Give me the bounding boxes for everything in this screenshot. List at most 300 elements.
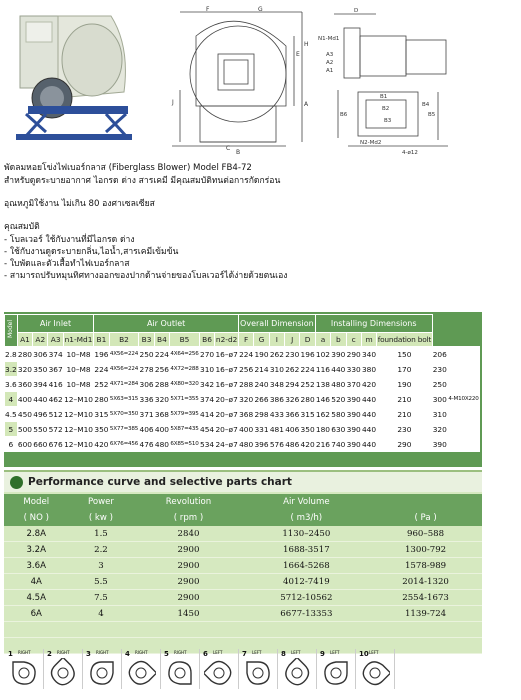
perf-unit-pressure: ( Pa ) (369, 510, 482, 526)
dim-cell: 374 (48, 347, 63, 362)
perf-cell: 1130–2450 (244, 526, 370, 542)
label-B1: B1 (380, 94, 388, 100)
dim-cell: 230 (432, 362, 447, 377)
perf-cell: 4012-7419 (244, 574, 370, 590)
label-J: J (172, 99, 174, 106)
rotation-number: 3 (86, 650, 91, 658)
dim-cell: 138 (315, 377, 330, 392)
dim-cell: 306 (139, 377, 154, 392)
perf-cell: 3 (69, 558, 134, 574)
perf-cell (369, 622, 482, 638)
dim-cell: 374 (199, 392, 214, 407)
table-row (5, 422, 480, 437)
dim-cell: 310 (269, 362, 284, 377)
group-air-outlet: Air Outlet (94, 315, 239, 333)
dim-cell: 306 (33, 347, 48, 362)
table-row (5, 437, 480, 452)
dim-cell: 270 (199, 347, 214, 362)
label-B6: B6 (340, 112, 348, 118)
perf-unit-power: ( kw ) (69, 510, 134, 526)
dim-col-header: B2 (109, 333, 139, 347)
properties-title: คุณสมบัติ (4, 222, 40, 232)
group-installing-dimensions: Installing Dimensions (315, 315, 432, 333)
dim-cell: 390 (331, 347, 346, 362)
dim-cell: 534 (199, 437, 214, 452)
rotation-number: 7 (242, 650, 247, 658)
dim-cell: 10–M8 (63, 377, 93, 392)
rotation-number: 8 (281, 650, 286, 658)
rotation-position (357, 649, 395, 689)
bullet-icon (10, 476, 23, 489)
perf-cell: 7.5 (69, 590, 134, 606)
dim-cell: 294 (285, 377, 300, 392)
dim-cell: 6X85=510 (170, 437, 200, 452)
dim-col-header: c (346, 333, 361, 347)
perf-cell: 2900 (133, 590, 243, 606)
dim-cell: 10–M8 (63, 347, 93, 362)
perf-cell: 6677-13353 (244, 606, 370, 622)
dim-col-header-foundation-bolt: foundation bolt (377, 333, 432, 347)
rotation-number: 10 (359, 650, 369, 658)
dim-cell: 20–ø7 (215, 422, 239, 437)
dim-cell: 390 (346, 392, 361, 407)
dim-cell: 576 (269, 437, 284, 452)
dim-cell: 440 (361, 422, 376, 437)
dim-cell: 350 (33, 362, 48, 377)
front-view-drawing (166, 6, 316, 156)
label-bolt-holes: 4-ø12 (402, 150, 418, 156)
label-A: A (304, 101, 309, 108)
dim-cell: 180 (315, 422, 330, 437)
label-D: D (354, 8, 359, 14)
dim-cell: 454 (199, 422, 214, 437)
dim-col-header: B5 (170, 333, 200, 347)
rotation-direction: RIGHT (57, 650, 70, 655)
dim-cell: 572 (48, 422, 63, 437)
dim-cell: 20–ø7 (215, 392, 239, 407)
rotation-position (84, 649, 122, 689)
perf-unit-model: ( NO ) (4, 510, 69, 526)
dim-cell: 290 (346, 347, 361, 362)
rotation-position (279, 649, 317, 689)
rotation-direction: RIGHT (18, 650, 31, 655)
dim-cell: 10–M8 (63, 362, 93, 377)
dim-cell: 252 (300, 377, 315, 392)
dim-col-header: A3 (48, 333, 63, 347)
dim-cell: 740 (331, 437, 346, 452)
perf-cell (4, 622, 69, 638)
dim-cell: 206 (432, 347, 447, 362)
label-A3: A3 (326, 52, 334, 58)
dim-cell: 224 (94, 362, 109, 377)
dim-cell: 433 (269, 407, 284, 422)
table-row (4, 606, 482, 622)
rotation-position (201, 649, 239, 689)
dim-cell: 278 (139, 362, 154, 377)
dim-cell: 368 (154, 407, 169, 422)
rotation-number: 4 (125, 650, 130, 658)
dim-cell: 250 (139, 347, 154, 362)
dim-cell: 630 (331, 422, 346, 437)
dim-cell: 462 (48, 392, 63, 407)
perf-cell (244, 622, 370, 638)
dim-cell: 5X87=435 (170, 422, 200, 437)
dim-cell: 342 (199, 377, 214, 392)
dim-cell: 4X71=284 (109, 377, 139, 392)
perf-cell: 2900 (133, 574, 243, 590)
dim-col-header: B1 (94, 333, 109, 347)
property-item: - โบลเวอร์ ใช้กับงานที่มีไอกรด ด่าง (4, 235, 135, 245)
blower-orientation-icon (48, 658, 78, 688)
dim-cell: 4X64=256 (170, 347, 200, 362)
perf-cell: 2.8A (4, 526, 69, 542)
dim-cell: 336 (139, 392, 154, 407)
label-B2: B2 (382, 106, 390, 112)
label-C: C (226, 145, 231, 152)
rotation-number: 6 (203, 650, 208, 658)
perf-cell: 4.5A (4, 590, 69, 606)
rotation-position (162, 649, 200, 689)
dim-cell: 162 (315, 407, 330, 422)
blower-orientation-icon (360, 658, 390, 688)
rotation-number: 1 (8, 650, 13, 658)
dim-cell: 394 (33, 377, 48, 392)
dim-cell: 440 (33, 392, 48, 407)
dim-cell: 414 (199, 407, 214, 422)
blower-orientation-icon (282, 658, 312, 688)
dim-cell: 4X56=224 (109, 347, 139, 362)
dim-cell: 20–ø7 (215, 407, 239, 422)
table-row (4, 526, 482, 542)
dim-col-header: B4 (154, 333, 169, 347)
dim-cell: 367 (48, 362, 63, 377)
dim-col-header: n2-d2 (215, 333, 239, 347)
perf-unit-revolution: ( rpm ) (133, 510, 243, 526)
dim-cell: 390 (432, 437, 447, 452)
perf-unit-air-volume: ( m3/h) (244, 510, 370, 526)
blower-orientation-icon (243, 658, 273, 688)
dim-cell: 298 (254, 407, 269, 422)
dim-cell: 224 (238, 347, 253, 362)
blower-photo (6, 6, 134, 146)
rotation-position (123, 649, 161, 689)
intro-line-2: สำหรับดูดระบายอากาศ ไอกรด ด่าง สารเคมี มีคุณสมบัติทนต่อการกัดกร่อน (4, 176, 281, 186)
blower-orientation-icon (204, 658, 234, 688)
dim-cell: 360 (17, 377, 32, 392)
dim-cell: 500 (17, 422, 32, 437)
perf-cell: 6A (4, 606, 69, 622)
perf-cell: 5.5 (69, 574, 134, 590)
dim-cell: 214 (254, 362, 269, 377)
dim-cell: 300 (432, 392, 447, 407)
dim-cell: 256 (154, 362, 169, 377)
dim-cell: 320 (238, 392, 253, 407)
dim-col-header: B6 (199, 333, 214, 347)
label-B: B (236, 149, 241, 156)
dim-cell: 196 (94, 347, 109, 362)
dim-cell: 288 (238, 377, 253, 392)
blower-orientation-icon (9, 658, 39, 688)
dim-cell: 5X71=355 (170, 392, 200, 407)
rotation-number: 2 (47, 650, 52, 658)
dim-model-cell: 4 (5, 392, 18, 407)
dim-cell: 350 (94, 422, 109, 437)
dim-cell: 262 (269, 347, 284, 362)
dim-col-header: D (300, 333, 315, 347)
rotation-position (6, 649, 44, 689)
dim-cell: 310 (432, 407, 447, 422)
dim-cell: 440 (361, 407, 376, 422)
dim-cell: 102 (315, 347, 330, 362)
rotation-number: 9 (320, 650, 325, 658)
dim-cell: 16–ø7 (215, 377, 239, 392)
rotation-position (240, 649, 278, 689)
dim-cell: 224 (300, 362, 315, 377)
dim-cell: 280 (17, 347, 32, 362)
dim-cell: 512 (48, 407, 63, 422)
dim-cell: 440 (331, 362, 346, 377)
dim-cell: 480 (154, 437, 169, 452)
dim-cell: 600 (17, 437, 32, 452)
dim-col-header: I (269, 333, 284, 347)
dim-cell: 12–M10 (63, 437, 93, 452)
dim-cell: 4X80=320 (170, 377, 200, 392)
perf-cell: 4A (4, 574, 69, 590)
label-B3: B3 (384, 118, 392, 124)
label-E: E (296, 51, 300, 58)
perf-cell: 3.6A (4, 558, 69, 574)
dim-cell: 170 (377, 362, 432, 377)
dim-cell: 660 (33, 437, 48, 452)
dim-cell: 480 (331, 377, 346, 392)
table-row (5, 362, 480, 377)
property-item: - สามารถปรับหมุนทิศทางออกของปากด้านจ่ายของโบลเวอร์ได้ง่ายด้วยตนเอง (4, 271, 288, 281)
dim-col-header: A1 (17, 333, 32, 347)
perf-cell: 2554-1673 (369, 590, 482, 606)
rotation-direction: LEFT (330, 650, 340, 655)
side-view-drawing (318, 6, 518, 156)
perf-cell (133, 622, 243, 638)
dim-cell: 210 (377, 407, 432, 422)
perf-cell: 2900 (133, 558, 243, 574)
dim-col-header: m (361, 333, 376, 347)
dim-model-cell: 3.2 (5, 362, 18, 377)
dim-cell: 440 (361, 392, 376, 407)
dim-cell: 400 (17, 392, 32, 407)
model-header: Model (5, 315, 18, 347)
dim-cell: 420 (361, 377, 376, 392)
dim-col-header: F (238, 333, 253, 347)
dim-cell: 580 (331, 407, 346, 422)
perf-cell: 1.5 (69, 526, 134, 542)
dim-cell: 315 (300, 407, 315, 422)
rotation-direction: LEFT (369, 650, 379, 655)
label-n1md1: N1-Md1 (318, 36, 340, 42)
perf-cell: 1139-724 (369, 606, 482, 622)
dim-cell: 230 (377, 422, 432, 437)
rotation-direction: LEFT (213, 650, 223, 655)
perf-cell (69, 622, 134, 638)
dim-cell: 486 (285, 437, 300, 452)
perf-cell: 1664-5268 (244, 558, 370, 574)
blower-orientation-icon (321, 658, 351, 688)
perf-cell: 2840 (133, 526, 243, 542)
rotation-direction: RIGHT (96, 650, 109, 655)
property-item: - ใช้กับงานดูดระบายกลิ่น,ไอน้ำ,สารเคมีเข้มข้น (4, 247, 179, 257)
table-row (4, 542, 482, 558)
dim-cell: 368 (238, 407, 253, 422)
dim-col-header: B3 (139, 333, 154, 347)
dim-model-cell: 5 (5, 422, 18, 437)
group-air-inlet: Air Inlet (17, 315, 93, 333)
dim-col-header: b (331, 333, 346, 347)
dim-cell: 250 (432, 377, 447, 392)
dim-cell: 396 (254, 437, 269, 452)
dim-cell: 348 (269, 377, 284, 392)
rotation-position (45, 649, 83, 689)
dim-cell: 16–ø7 (215, 362, 239, 377)
perf-cell: 960–588 (369, 526, 482, 542)
dim-cell: 224 (154, 347, 169, 362)
dim-model-cell: 6 (5, 437, 18, 452)
dim-cell: 520 (331, 392, 346, 407)
perf-cell: 2014-1320 (369, 574, 482, 590)
dim-foundation-bolt-cell: 4-M10X220 (447, 347, 479, 452)
table-row (5, 347, 480, 362)
dim-cell: 150 (377, 347, 432, 362)
dim-cell: 16–ø7 (215, 347, 239, 362)
dim-cell: 320 (154, 392, 169, 407)
dim-cell: 320 (432, 422, 447, 437)
dim-cell: 496 (33, 407, 48, 422)
dim-cell: 252 (94, 377, 109, 392)
perf-cell: 1578-989 (369, 558, 482, 574)
dim-cell: 450 (17, 407, 32, 422)
dim-cell: 390 (346, 407, 361, 422)
label-H: H (304, 41, 309, 48)
table-row (4, 590, 482, 606)
dim-col-header: n1-Md1 (63, 333, 93, 347)
dim-cell: 331 (254, 422, 269, 437)
dim-cell: 24–ø7 (215, 437, 239, 452)
dim-cell: 310 (199, 362, 214, 377)
dim-cell: 256 (238, 362, 253, 377)
label-B4: B4 (422, 102, 430, 108)
dim-cell: 676 (48, 437, 63, 452)
dim-cell: 420 (300, 437, 315, 452)
table-row (5, 392, 480, 407)
label-A1: A1 (326, 68, 334, 74)
dim-cell: 320 (17, 362, 32, 377)
dim-cell: 12–M10 (63, 422, 93, 437)
dim-cell: 380 (361, 362, 376, 377)
blower-orientation-icon (126, 658, 156, 688)
label-n2md2: N2-Md2 (360, 140, 382, 146)
label-F: F (206, 6, 210, 13)
table-row (4, 574, 482, 590)
label-A2: A2 (326, 60, 334, 66)
performance-table (4, 494, 482, 654)
dimension-table (4, 314, 480, 452)
dim-cell: 280 (94, 392, 109, 407)
dim-cell: 12–M10 (63, 407, 93, 422)
dim-cell: 4X56=224 (109, 362, 139, 377)
perf-cell: 4 (69, 606, 134, 622)
dim-cell: 420 (94, 437, 109, 452)
dim-cell: 370 (346, 377, 361, 392)
dim-col-header: a (315, 333, 330, 347)
dim-cell: 400 (154, 422, 169, 437)
perf-header-model: Model (4, 494, 69, 510)
blower-orientation-icon (165, 658, 195, 688)
perf-header-air-volume: Air Volume (244, 494, 370, 510)
dim-cell: 350 (300, 422, 315, 437)
dim-cell: 6X76=456 (109, 437, 139, 452)
table-row (5, 407, 480, 422)
perf-cell: 1450 (133, 606, 243, 622)
dim-cell: 5X77=385 (109, 422, 139, 437)
perf-cell: 5712-10562 (244, 590, 370, 606)
perf-cell: 1688-3517 (244, 542, 370, 558)
dim-cell: 4X72=288 (170, 362, 200, 377)
rotation-number: 5 (164, 650, 169, 658)
rotation-direction-strip (6, 649, 398, 689)
dim-cell: 230 (285, 347, 300, 362)
dim-col-header: J (285, 333, 300, 347)
perf-cell: 1300-792 (369, 542, 482, 558)
perf-cell: 2.2 (69, 542, 134, 558)
group-overall-dimension: Overall Dimension (238, 315, 315, 333)
blower-orientation-icon (87, 658, 117, 688)
performance-title: Performance curve and selective parts chart (28, 476, 292, 488)
dim-cell: 196 (300, 347, 315, 362)
dim-cell: 266 (254, 392, 269, 407)
dim-cell: 481 (269, 422, 284, 437)
rotation-direction: LEFT (252, 650, 262, 655)
rotation-direction: RIGHT (135, 650, 148, 655)
dim-cell: 371 (139, 407, 154, 422)
intro-line-3: อุณหภูมิใช้งาน ไม่เกิน 80 องศาเซลเซียส (4, 199, 155, 209)
dim-cell: 5X63=315 (109, 392, 139, 407)
dim-cell: 216 (315, 437, 330, 452)
dim-model-cell: 2.8 (5, 347, 18, 362)
dim-cell: 290 (377, 437, 432, 452)
dim-cell: 340 (361, 347, 376, 362)
dim-cell: 550 (33, 422, 48, 437)
dim-cell: 315 (94, 407, 109, 422)
dim-cell: 390 (346, 437, 361, 452)
dim-cell: 440 (361, 437, 376, 452)
dim-cell: 476 (139, 437, 154, 452)
dim-cell: 5X70=350 (109, 407, 139, 422)
perf-header-revolution: Revolution (133, 494, 243, 510)
dim-cell: 330 (346, 362, 361, 377)
dim-cell: 5X79=395 (170, 407, 200, 422)
dim-cell: 386 (269, 392, 284, 407)
label-B5: B5 (428, 112, 436, 118)
dim-cell: 240 (254, 377, 269, 392)
label-G: G (258, 6, 263, 13)
performance-section-header (4, 470, 482, 494)
perf-header-pressure (369, 494, 482, 510)
dim-cell: 400 (238, 422, 253, 437)
dim-cell: 12–M10 (63, 392, 93, 407)
intro-line-1: พัดลมหอยโข่งไฟเบอร์กลาส (Fiberglass Blower) Model FB4-72 (4, 163, 252, 173)
dim-cell: 190 (254, 347, 269, 362)
dim-cell: 190 (377, 377, 432, 392)
rotation-direction: LEFT (291, 650, 301, 655)
rotation-direction: RIGHT (174, 650, 187, 655)
